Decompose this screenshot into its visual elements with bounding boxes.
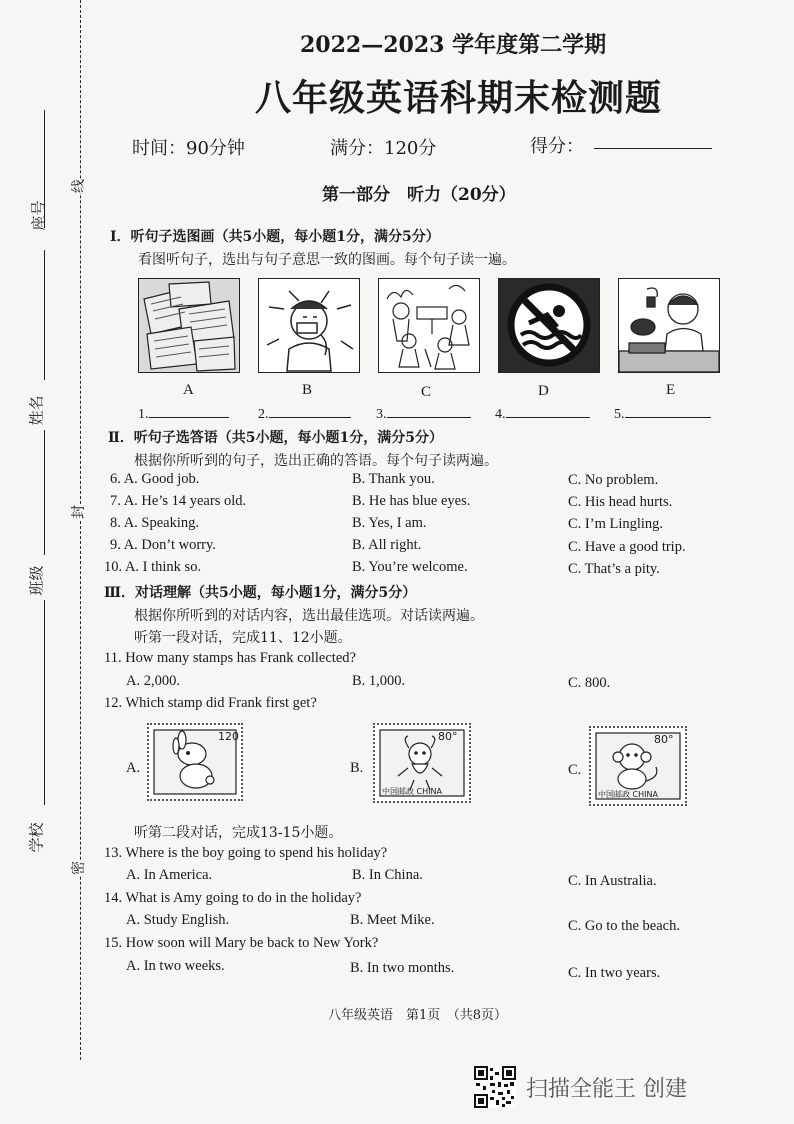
q12-option-a-label[interactable]: A. [126, 760, 141, 776]
q13-option-b[interactable]: B. In China. [352, 867, 423, 883]
q10-option-a[interactable]: 10. A. I think so. [104, 559, 202, 575]
stamp-b[interactable] [374, 724, 470, 802]
q15-text: 15. How soon will Mary be back to New York? [104, 935, 379, 951]
school-label: 学校 [27, 822, 46, 853]
picture-label-a: A [183, 382, 194, 398]
picture-c-planting-trees [378, 278, 480, 373]
q13-option-a[interactable]: A. In America. [126, 867, 213, 883]
class-line [44, 430, 45, 555]
sec3-instruction: 根据你所听到的对话内容，选出最佳选项。对话读两遍。 [134, 608, 484, 624]
computer-user-icon [619, 279, 719, 372]
dialog2-instruction: 听第二段对话，完成13-15小题。 [134, 825, 343, 841]
q15-option-a[interactable]: A. In two weeks. [126, 958, 225, 974]
exam-title: 八年级英语科期末检测题 [255, 77, 663, 119]
sec2-heading: Ⅱ．听句子选答语（共5小题，每小题1分，满分5分） [108, 430, 444, 446]
picture-e-computer [618, 278, 720, 373]
q7-option-a[interactable]: 7. A. He’s 14 years old. [110, 493, 247, 509]
q9-option-a[interactable]: 9. A. Don’t worry. [110, 537, 216, 553]
picture-a-newspapers [138, 278, 240, 373]
scanner-watermark: 扫描全能王 创建 [526, 1077, 687, 1102]
score-label: 得分： [530, 136, 584, 157]
answer-blank-2[interactable]: 2. [258, 403, 351, 423]
q7-option-c[interactable]: C. His head hurts. [568, 494, 673, 510]
sec2-instruction: 根据你所听到的句子，选出正确的答语。每个句子读两遍。 [134, 453, 498, 469]
q11-option-a[interactable]: A. 2,000. [126, 673, 180, 689]
binding-dashed-line [80, 0, 81, 1060]
q6-option-c[interactable]: C. No problem. [568, 472, 659, 488]
no-swimming-icon [499, 279, 599, 372]
answer-blank-1[interactable]: 1. [138, 403, 229, 423]
school-line [44, 600, 45, 805]
stamp-b-value: 80° [438, 730, 458, 743]
dialog1-instruction: 听第一段对话，完成11、12小题。 [134, 630, 352, 646]
sec1-heading: Ⅰ．听句子选图画（共5小题，每小题1分，满分5分） [110, 229, 440, 245]
q8-option-b[interactable]: B. Yes, I am. [352, 515, 427, 531]
mark-secret: 密 [68, 861, 88, 875]
stamp-a-value: 120 [218, 730, 239, 743]
stamp-b-country: 中国邮政 CHINA [382, 787, 442, 796]
q11-text: 11. How many stamps has Frank collected? [104, 650, 356, 666]
q12-option-c-label[interactable]: C. [568, 762, 582, 778]
answer-blank-4[interactable]: 4. [495, 403, 590, 423]
picture-label-d: D [538, 383, 549, 399]
picture-b-sick [258, 278, 360, 373]
sec1-instruction: 看图听句子，选出与句子意思一致的图画。每个句子读一遍。 [138, 252, 516, 268]
q8-option-a[interactable]: 8. A. Speaking. [110, 515, 200, 531]
score-blank[interactable] [594, 148, 712, 149]
planting-trees-icon [379, 279, 479, 372]
answer-blank-3[interactable]: 3. [376, 403, 471, 423]
stamp-a[interactable] [148, 724, 242, 800]
mark-seal: 封 [68, 505, 88, 519]
q15-option-b[interactable]: B. In two months. [350, 960, 455, 976]
seat-label: 座号 [29, 200, 48, 231]
q10-option-b[interactable]: B. You’re welcome. [352, 559, 468, 575]
q14-text: 14. What is Amy going to do in the holiday? [104, 890, 362, 906]
q6-option-a[interactable]: 6. A. Good job. [110, 471, 200, 487]
q7-option-b[interactable]: B. He has blue eyes. [352, 493, 471, 509]
q14-option-c[interactable]: C. Go to the beach. [568, 918, 680, 934]
page-number: 八年级英语 第1页 （共8页） [328, 1008, 508, 1023]
exam-year: 2022—2023 学年度第二学期 [300, 32, 607, 58]
sick-person-icon [259, 279, 359, 372]
q11-option-b[interactable]: B. 1,000. [352, 673, 406, 689]
q14-option-b[interactable]: B. Meet Mike. [350, 912, 435, 928]
q12-text: 12. Which stamp did Frank first get? [104, 695, 317, 711]
mark-line: 线 [68, 179, 88, 193]
q13-text: 13. Where is the boy going to spend his holiday? [104, 845, 388, 861]
picture-label-b: B [302, 382, 313, 398]
stamp-c[interactable] [590, 727, 686, 805]
stamp-c-country: 中国邮政 CHINA [598, 790, 658, 799]
answer-blank-5[interactable]: 5. [614, 403, 711, 423]
q9-option-c[interactable]: C. Have a good trip. [568, 539, 686, 555]
q8-option-c[interactable]: C. I’m Lingling. [568, 516, 664, 532]
q13-option-c[interactable]: C. In Australia. [568, 873, 657, 889]
q15-option-c[interactable]: C. In two years. [568, 965, 661, 981]
part1-title: 第一部分 听力（20分） [322, 185, 516, 205]
name-line [44, 250, 45, 380]
name-label: 姓名 [27, 395, 46, 426]
qr-code-icon [474, 1066, 516, 1108]
picture-label-c: C [421, 384, 432, 400]
sec3-heading: Ⅲ．对话理解（共5小题，每小题1分，满分5分） [104, 585, 417, 601]
time-info: 时间：90分钟 [132, 138, 245, 159]
full-score-info: 满分：120分 [330, 138, 437, 159]
picture-d-no-swimming [498, 278, 600, 373]
q9-option-b[interactable]: B. All right. [352, 537, 422, 553]
q14-option-a[interactable]: A. Study English. [126, 912, 230, 928]
q12-option-b-label[interactable]: B. [350, 760, 364, 776]
picture-label-e: E [666, 382, 676, 398]
class-label: 班级 [27, 565, 46, 596]
q10-option-c[interactable]: C. That’s a pity. [568, 561, 660, 577]
q11-option-c[interactable]: C. 800. [568, 675, 611, 691]
newspapers-icon [139, 279, 239, 372]
q6-option-b[interactable]: B. Thank you. [352, 471, 435, 487]
stamp-c-value: 80° [654, 733, 674, 746]
